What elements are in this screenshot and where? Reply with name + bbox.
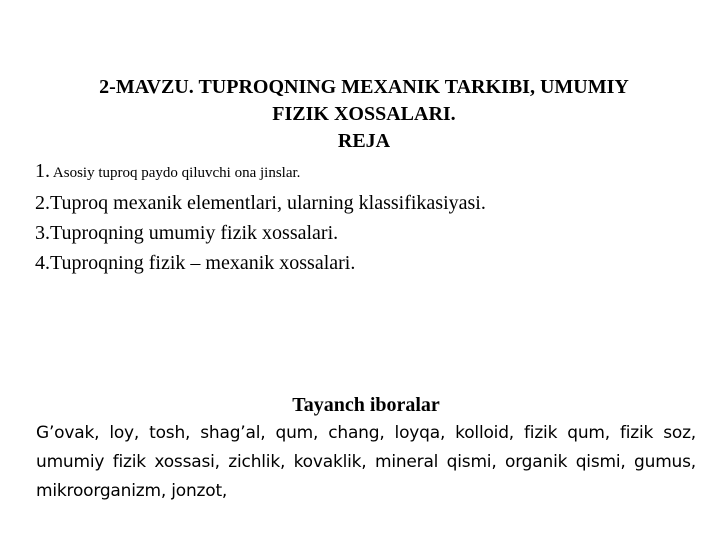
plan-item-2 xyxy=(35,188,695,218)
plan-item-1 xyxy=(35,156,695,188)
plan-heading: REJA xyxy=(337,130,391,152)
plan-list xyxy=(35,156,695,278)
plan-item-text: Asosiy tuproq paydo qiluvchi ona jinslar. xyxy=(50,165,301,181)
plan-item-number: 2. xyxy=(35,192,50,214)
keywords-heading: Tayanch iboralar xyxy=(292,394,440,416)
plan-item-text: Tuproqning umumiy fizik xossalari. xyxy=(50,222,339,244)
keywords-text: G’ovak, loy, tosh, shag’al, qum, chang, loyqa, kolloid, fizik qum, fizik soz, umumiy fizik xossasi, zichlik, kovaklik, mineral qismi, organik qismi, gumus, mikroorganizm, jonzot, xyxy=(36,423,696,501)
plan-item-number: 3. xyxy=(35,222,50,244)
plan-item-text: Tuproqning fizik – mexanik xossalari. xyxy=(50,252,356,274)
plan-item-number: 1. xyxy=(35,160,50,182)
plan-item-text: Tuproq mexanik elementlari, ularning klassifikasiyasi. xyxy=(50,192,486,214)
plan-item-4 xyxy=(35,248,695,278)
title-line-1: 2-MAVZU. TUPROQNING MEXANIK TARKIBI, UMUMIY xyxy=(99,76,629,98)
title-line-2: FIZIK XOSSALARI. xyxy=(272,103,456,125)
plan-item-3 xyxy=(35,218,695,248)
slide-title xyxy=(40,74,688,155)
plan-item-number: 4. xyxy=(35,252,50,274)
